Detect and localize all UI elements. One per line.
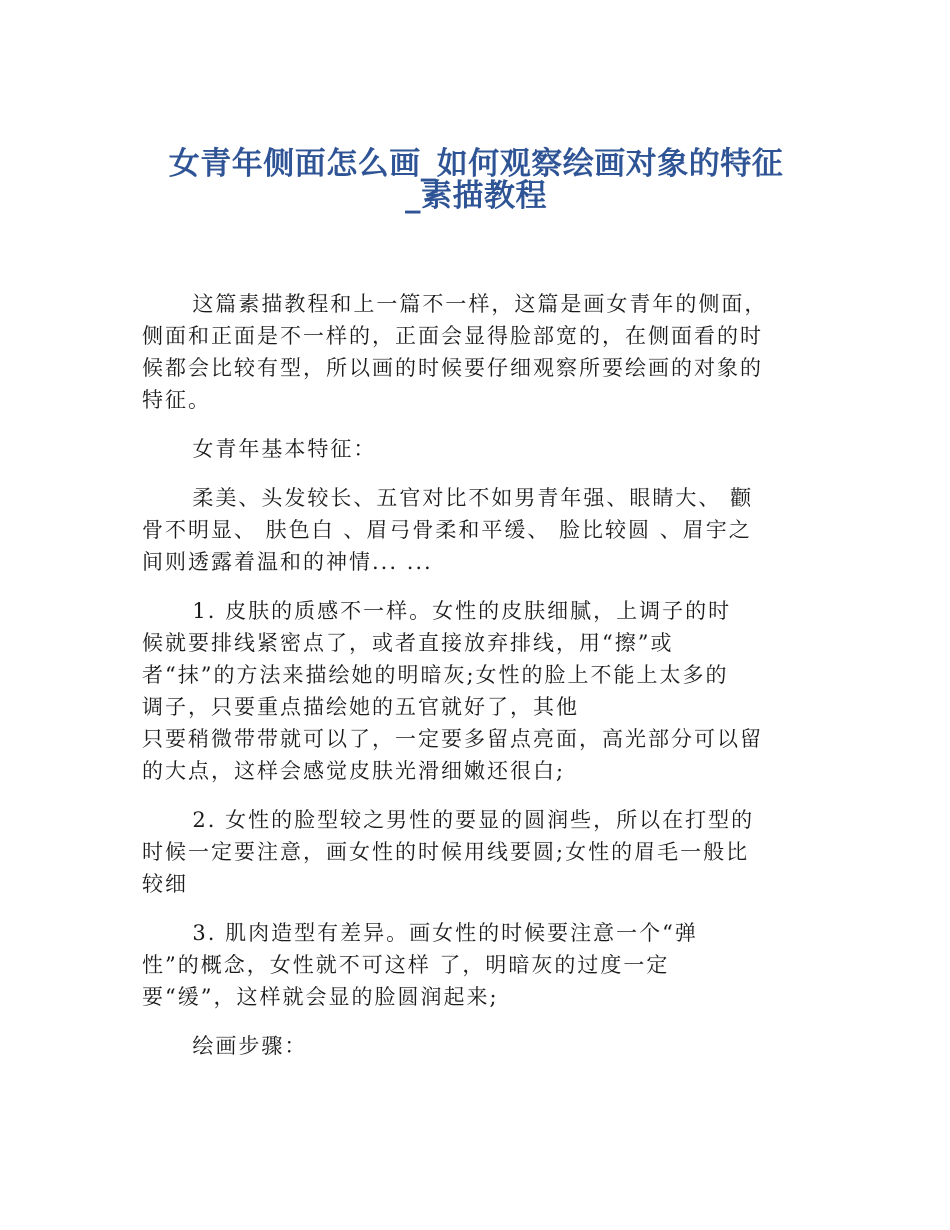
features-heading-paragraph bbox=[142, 433, 814, 465]
paragraph-line: 的大点，这样会感觉皮肤光滑细嫩还很白; bbox=[142, 759, 566, 783]
point-1-paragraph bbox=[142, 595, 814, 787]
intro-paragraph bbox=[142, 288, 814, 416]
point-2-paragraph bbox=[142, 804, 814, 900]
paragraph-line: 要“缓”，这样就会显的脸圆润起来; bbox=[142, 985, 499, 1009]
paragraph-line: 骨不明显、 肤色白 、眉弓骨柔和平缓、 脸比较圆 、眉宇之 bbox=[142, 518, 752, 542]
paragraph-line: 候就要排线紧密点了，或者直接放弃排线，用“擦”或 bbox=[142, 631, 674, 655]
paragraph-line: 较细 bbox=[142, 872, 188, 896]
paragraph-line: 调子，只要重点描绘她的五官就好了，其他 bbox=[142, 695, 579, 719]
paragraph-line: 这篇素描教程和上一篇不一样，这篇是画女青年的侧面， bbox=[192, 292, 768, 316]
paragraph-line: 侧面和正面是不一样的，正面会显得脸部宽的，在侧面看的时 bbox=[142, 324, 763, 348]
section-heading: 女青年基本特征： bbox=[192, 437, 377, 461]
paragraph-line: 1. 皮肤的质感不一样。女性的皮肤细腻，上调子的时 bbox=[192, 599, 732, 623]
paragraph-line: 柔美、头发较长、五官对比不如男青年强、眼睛大、 颧 bbox=[192, 486, 754, 510]
paragraph-line: 3. 肌肉造型有差异。画女性的时候要注意一个“弹 bbox=[192, 921, 698, 945]
steps-heading-paragraph bbox=[142, 1030, 814, 1062]
title-line-1: 女青年侧面怎么画_如何观察绘画对象的特征 bbox=[168, 146, 784, 182]
title-line-2: _素描教程 bbox=[405, 178, 547, 214]
paragraph-line: 者“抹”的方法来描绘她的明暗灰;女性的脸上不能上太多的 bbox=[142, 663, 729, 687]
section-heading: 绘画步骤： bbox=[192, 1034, 308, 1058]
paragraph-line: 性”的概念，女性就不可这样 了，明暗灰的过度一定 bbox=[142, 953, 670, 977]
paragraph-line: 2. 女性的脸型较之男性的要显的圆润些，所以在打型的 bbox=[192, 808, 755, 832]
paragraph-line: 只要稍微带带就可以了，一定要多留点亮面，高光部分可以留 bbox=[142, 727, 763, 751]
paragraph-line: 间则透露着温和的神情... ... bbox=[142, 550, 433, 574]
point-3-paragraph bbox=[142, 917, 814, 1013]
document-title bbox=[140, 148, 812, 212]
paragraph-line: 时候一定要注意，画女性的时候用线要圆;女性的眉毛一般比 bbox=[142, 840, 750, 864]
document-body bbox=[142, 288, 814, 1062]
paragraph-line: 特征。 bbox=[142, 388, 211, 412]
features-paragraph bbox=[142, 482, 814, 578]
paragraph-line: 候都会比较有型，所以画的时候要仔细观察所要绘画的对象的 bbox=[142, 356, 763, 380]
